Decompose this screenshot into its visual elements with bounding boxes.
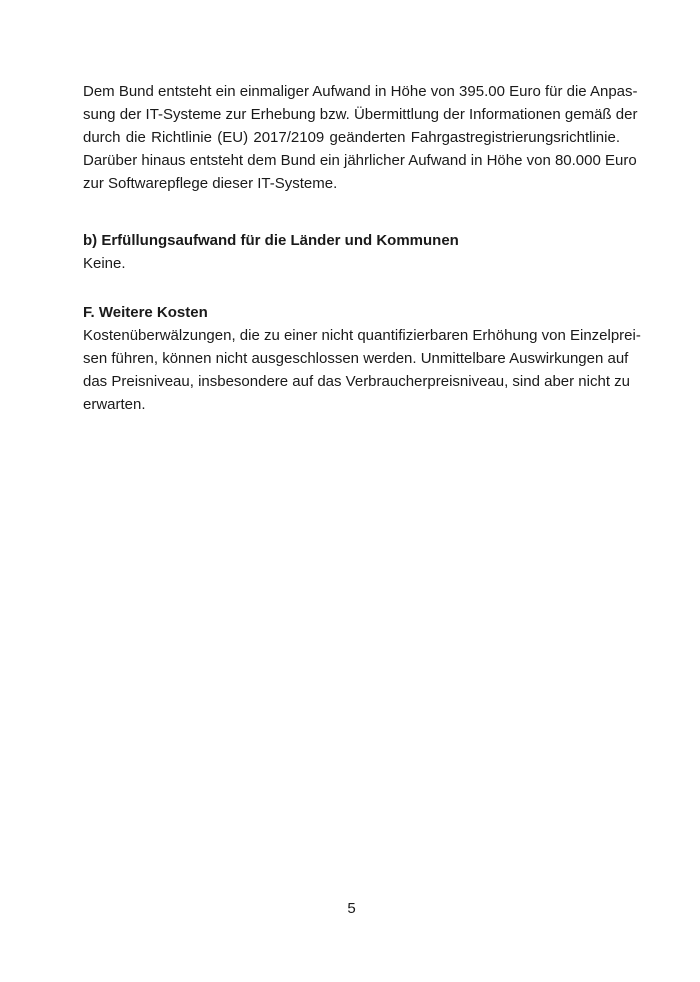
bund-cost-paragraph bbox=[83, 80, 638, 195]
section-b-heading: b) Erfüllungsaufwand für die Länder und Kommunen bbox=[83, 232, 459, 249]
paragraph-line: Darüber hinaus entsteht dem Bund ein jährlicher Aufwand in Höhe von 80.000 Euro bbox=[83, 152, 637, 169]
paragraph-line: Dem Bund entsteht ein einmaliger Aufwand in Höhe von 395.00 Euro für die Anpas- bbox=[83, 83, 638, 100]
paragraph-line: sung der IT-Systeme zur Erhebung bzw. Übermittlung der Informationen gemäß der bbox=[83, 106, 638, 123]
section-b bbox=[83, 229, 620, 275]
paragraph-line: erwarten. bbox=[83, 396, 146, 413]
section-f-heading: F. Weitere Kosten bbox=[83, 304, 208, 321]
page-number: 5 bbox=[347, 900, 356, 917]
paragraph-line: sen führen, können nicht ausgeschlossen werden. Unmittelbare Auswirkungen auf bbox=[83, 350, 629, 367]
paragraph-line: durch die Richtlinie (EU) 2017/2109 geänderten Fahrgastregistrierungsrichtlinie. bbox=[83, 129, 620, 146]
paragraph-line: Kostenüberwälzungen, die zu einer nicht quantifizierbaren Erhöhung von Einzelprei- bbox=[83, 327, 641, 344]
paragraph-line: das Preisniveau, insbesondere auf das Verbraucherpreisniveau, sind aber nicht zu bbox=[83, 373, 631, 390]
paragraph-line: zur Softwarepflege dieser IT-Systeme. bbox=[83, 175, 338, 192]
section-b-text: Keine. bbox=[83, 255, 126, 272]
section-f bbox=[83, 301, 641, 416]
